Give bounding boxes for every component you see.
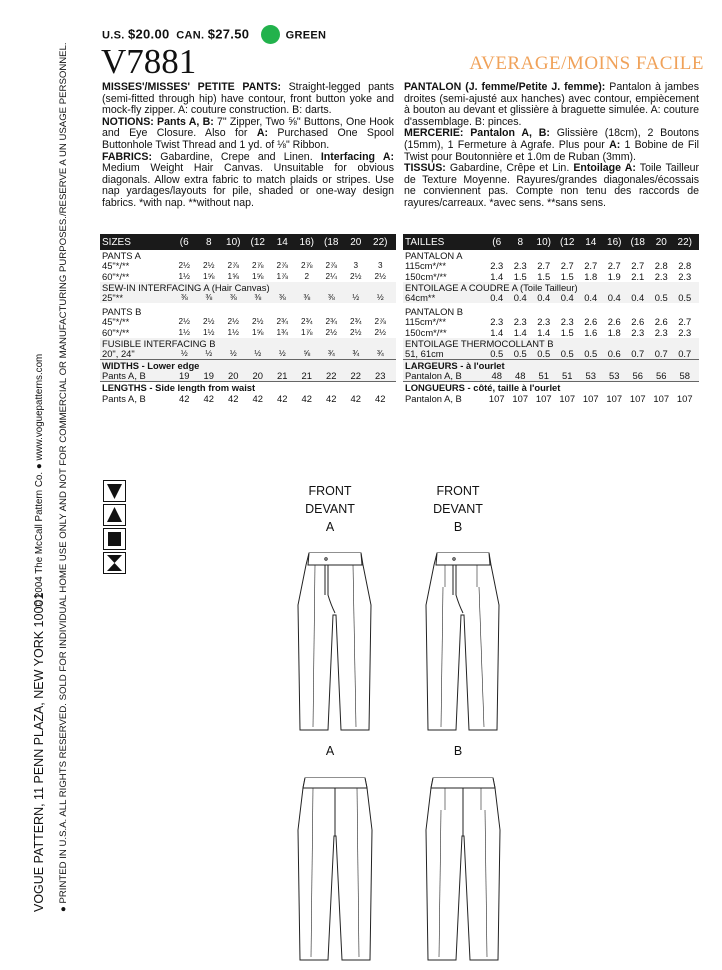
notions-view-a: A:	[256, 127, 268, 140]
table-cell: 2⅞	[301, 261, 313, 271]
table-cell: 1.5	[537, 270, 551, 282]
caption-front: FRONT	[436, 484, 480, 498]
table-cell: 2.3	[560, 316, 574, 328]
hourglass-icon	[103, 552, 126, 574]
desc-heading-fr: PANTALON (J. femme/Petite J. femme):	[404, 81, 606, 93]
table-cell: ⅜	[327, 293, 335, 303]
table-section	[403, 306, 699, 338]
table-row	[403, 271, 699, 282]
table-section	[403, 338, 699, 359]
table-cell: ½	[376, 293, 384, 303]
notions-heading: NOTIONS: Pants A, B:	[102, 115, 214, 128]
table-cell: 107	[559, 392, 576, 404]
size-cells	[172, 237, 393, 248]
row-cells	[172, 293, 393, 302]
table-section	[403, 282, 699, 303]
table-cell: 2.3	[631, 326, 645, 338]
table-cell: 2.3	[654, 270, 668, 282]
pants-front-b-illustration	[423, 545, 503, 735]
table-cell: 2.3	[513, 260, 527, 272]
table-cell: 21	[277, 370, 288, 382]
table-row	[100, 317, 396, 328]
row-label: 60"*/**	[102, 326, 130, 338]
table-cell: 56	[632, 370, 643, 382]
table-cell: 0.5	[537, 348, 551, 360]
table-row	[100, 292, 396, 303]
table-cell: 2½	[227, 317, 239, 327]
row-label: Pantalon A, B	[405, 370, 462, 382]
table-cell: ⅜	[278, 293, 286, 303]
yardage-table-english	[100, 234, 396, 403]
table-row	[100, 371, 396, 382]
table-cell: 51	[562, 370, 573, 382]
table-cell: 2.8	[654, 260, 668, 272]
table-section	[100, 338, 396, 359]
desc-text: Straight-legged pants (semi-fitted through hip) have contour, front button yoke and mock-fly zipper. A: couture construction. B: darts.	[102, 81, 394, 117]
table-cell: 42	[375, 392, 386, 404]
row-cells	[172, 261, 393, 270]
can-label: CAN.	[176, 29, 205, 42]
section-title: PANTS A	[102, 249, 141, 261]
fabrics-text-fr: Gabardine, Crêpe et Lin.	[445, 162, 574, 175]
color-name: GREEN	[285, 29, 327, 42]
table-row	[100, 261, 396, 272]
interfacing-heading: Interfacing A:	[320, 150, 394, 163]
fabrics-heading-fr: TISSUS:	[404, 162, 446, 175]
table-row	[403, 261, 699, 272]
table-cell: 107	[606, 392, 623, 404]
table-cell: 0.4	[537, 292, 551, 304]
row-cells	[172, 370, 393, 381]
table-cell: 0.5	[584, 348, 598, 360]
table-cell: 3	[353, 261, 359, 271]
size-label: 22)	[373, 236, 388, 248]
table-cell: 1.8	[607, 326, 621, 338]
table-cell: 0.4	[490, 292, 504, 304]
can-price: $27.50	[207, 26, 250, 42]
row-cells	[172, 272, 393, 281]
table-cell: 42	[326, 392, 337, 404]
size-label: 20	[350, 236, 362, 248]
table-cell: 1½	[227, 327, 239, 337]
table-cell: 42	[277, 392, 288, 404]
table-cell: 19	[179, 370, 190, 382]
us-price: $20.00	[127, 26, 170, 42]
table-cell: 0.7	[654, 348, 668, 360]
size-label: 8	[205, 236, 212, 248]
row-label: 25"**	[102, 292, 124, 304]
table-cell: ½	[254, 349, 262, 359]
table-cell: 107	[488, 392, 505, 404]
notions-text: 7" Zipper, Two ⅝" Buttons, One Hook and Eye Closure. Also for	[102, 115, 394, 140]
table-row	[100, 393, 396, 404]
color-dot	[261, 25, 280, 44]
table-cell: 2.8	[678, 260, 692, 272]
pants-back-b-illustration	[423, 770, 503, 965]
publisher-address: VOGUE PATTERN, 11 PENN PLAZA, NEW YORK 10001	[32, 592, 46, 912]
yardage-table-french	[403, 234, 699, 403]
notions-text-fr: Glissière (18cm), 2 Boutons (15mm), 1 Fermeture à Agrafe. Plus pour	[404, 127, 700, 151]
row-label: Pantalon A, B	[405, 392, 462, 404]
table-cell: 2.6	[654, 316, 668, 328]
table-row	[403, 317, 699, 328]
table-cell: 56	[656, 370, 667, 382]
size-cells	[485, 237, 697, 248]
table-header-row	[100, 234, 396, 250]
caption-devant: DEVANT	[433, 502, 483, 516]
table-cell: 0.6	[607, 348, 621, 360]
table-cell: 0.7	[678, 348, 692, 360]
legend-icons	[103, 480, 126, 576]
row-cells	[485, 393, 697, 404]
row-cells	[485, 316, 697, 327]
table-cell: 0.7	[631, 348, 645, 360]
size-label: 20	[655, 236, 667, 248]
notions-text-a: Purchased One Spool Buttonhole Twist Thread and 1 yd. of ⅛" Ribbon.	[102, 127, 394, 151]
table-cell: ½	[352, 293, 360, 303]
table-cell: 1.8	[584, 270, 598, 282]
table-cell: 2½	[178, 261, 190, 271]
caption-front-a	[285, 482, 375, 536]
table-cell: 0.5	[490, 348, 504, 360]
table-cell: 42	[203, 392, 214, 404]
table-cell: 1.4	[490, 270, 504, 282]
section-title: FUSIBLE INTERFACING B	[102, 337, 216, 349]
table-cell: 1⅞	[301, 327, 313, 337]
triangle-up-icon	[103, 504, 126, 526]
pattern-number: V7881	[101, 42, 197, 81]
row-label: Pants A, B	[102, 392, 146, 404]
table-cell: ½	[205, 349, 213, 359]
table-cell: 107	[535, 392, 552, 404]
row-label: 150cm*/**	[405, 270, 447, 282]
table-cell: 2⅞	[374, 317, 386, 327]
table-cell: 107	[653, 392, 670, 404]
table-cell: 2¾	[325, 317, 337, 327]
section-title: ENTOILAGE THERMOCOLLANT B	[405, 337, 554, 349]
size-label: (12	[250, 236, 265, 248]
size-label: 16)	[607, 236, 622, 248]
row-label: 64cm**	[405, 292, 436, 304]
row-label: 60"*/**	[102, 270, 130, 282]
table-cell: 1.4	[513, 326, 527, 338]
table-cell: ½	[278, 349, 286, 359]
table-cell: ¾	[352, 349, 360, 359]
desc-text-fr: Pantalon à jambes droites (semi-ajusté aux hanches) avec contour, empiècement à bouton au devant et glissière à braguette simulée. A: couture d'assemblage. B: pinces.	[404, 81, 699, 128]
table-cell: 2¾	[350, 317, 362, 327]
table-cell: ½	[229, 349, 237, 359]
table-cell: 20	[252, 370, 263, 382]
sizes-header: SIZES	[102, 236, 131, 248]
size-label: 14	[585, 236, 597, 248]
table-cell: ½	[180, 349, 188, 359]
table-cell: ⅜	[303, 293, 311, 303]
table-cell: 1.5	[560, 270, 574, 282]
table-cell: 2.7	[537, 260, 551, 272]
table-cell: 2⅞	[276, 261, 288, 271]
table-cell: 1½	[178, 271, 190, 281]
table-cell: ¾	[376, 349, 384, 359]
table-cell: 1.4	[537, 326, 551, 338]
table-cell: 2.3	[654, 326, 668, 338]
table-cell: 2.3	[678, 326, 692, 338]
section-title: PANTALON B	[405, 305, 463, 317]
table-cell: 0.4	[560, 292, 574, 304]
table-cell: 48	[515, 370, 526, 382]
table-cell: 2½	[203, 261, 215, 271]
size-label: 16)	[299, 236, 314, 248]
table-cell: 0.5	[560, 348, 574, 360]
table-cell: 42	[179, 392, 190, 404]
square-icon	[103, 528, 126, 550]
row-cells	[485, 370, 697, 381]
notions-view-a-fr: A:	[609, 138, 621, 151]
table-cell: 2.1	[631, 270, 645, 282]
row-label: Pants A, B	[102, 370, 146, 382]
row-label: 150cm*/**	[405, 326, 447, 338]
table-cell: 42	[228, 392, 239, 404]
caption-back-a: A	[325, 744, 335, 758]
measure-section	[403, 359, 699, 381]
table-cell: 2½	[203, 317, 215, 327]
table-cell: 1⅝	[227, 271, 239, 281]
caption-front-b	[413, 482, 503, 536]
table-row	[100, 271, 396, 282]
sizes-header: TAILLES	[405, 236, 445, 248]
table-cell: 0.5	[654, 292, 668, 304]
size-label: 8	[517, 236, 524, 248]
table-cell: 0.4	[584, 292, 598, 304]
size-label: (18	[324, 236, 339, 248]
table-row	[403, 348, 699, 359]
table-cell: 1½	[203, 327, 215, 337]
measure-title: LONGUEURS - côté, taille à l'ourlet	[405, 381, 561, 393]
table-cell: 23	[375, 370, 386, 382]
row-label: 115cm*/**	[405, 316, 446, 328]
row-label: 51, 61cm	[405, 348, 444, 360]
table-cell: 2¾	[301, 317, 313, 327]
table-cell: 1⅝	[252, 327, 264, 337]
caption-back-b: B	[453, 744, 463, 758]
table-cell: 2.6	[584, 316, 598, 328]
table-cell: 1.6	[584, 326, 598, 338]
table-cell: 53	[585, 370, 596, 382]
table-cell: 0.5	[678, 292, 692, 304]
row-label: 45"*/**	[102, 260, 130, 272]
table-cell: 2.3	[490, 260, 504, 272]
triangle-down-icon	[103, 480, 126, 502]
table-cell: 2.7	[584, 260, 598, 272]
row-cells	[172, 328, 393, 337]
section-title: ENTOILAGE A COUDRE A (Toile Tailleur)	[405, 281, 578, 293]
caption-view: A	[325, 520, 335, 534]
fabrics-notes: Medium Weight Hair Canvas. Unsuitable for obvious diagonals. Allow extra fabric to match plaids or stripes. Use nap yardages/layouts for pile, shaded or one-way design fabrics. *with nap. **without nap.	[102, 162, 394, 209]
measure-title: LENGTHS - Side length from waist	[102, 381, 256, 393]
row-cells	[172, 349, 393, 358]
table-cell: 2.3	[490, 316, 504, 328]
table-cell: 58	[679, 370, 690, 382]
table-cell: 107	[629, 392, 646, 404]
notions-heading-fr: MERCERIE: Pantalon A, B:	[404, 127, 550, 140]
table-cell: 22	[350, 370, 361, 382]
row-cells	[485, 271, 697, 282]
size-label: (6	[492, 236, 502, 248]
table-cell: 2½	[178, 317, 190, 327]
table-header-row	[403, 234, 699, 250]
table-cell: 2⅞	[227, 261, 239, 271]
table-cell: 2½	[252, 317, 264, 327]
table-cell: 2½	[350, 271, 362, 281]
notions-text-a-fr: 1 Bobine de Fil Twist pour Boutonnière et 1.0m de Ruban (3mm).	[404, 138, 699, 163]
table-cell: 0.4	[607, 292, 621, 304]
section-title: PANTS B	[102, 305, 142, 317]
row-cells	[485, 348, 697, 359]
size-label: 10)	[226, 236, 241, 248]
table-cell: ⅜	[180, 293, 188, 303]
table-cell: 42	[301, 392, 312, 404]
table-cell: 107	[512, 392, 529, 404]
table-cell: 1.5	[513, 270, 527, 282]
table-cell: 107	[676, 392, 693, 404]
copyright-line: © 2004 The McCall Pattern Co. ● www.voguepatterns.com	[34, 353, 45, 608]
table-cell: 2⅞	[325, 261, 337, 271]
row-cells	[485, 327, 697, 338]
section-title: PANTALON A	[405, 249, 463, 261]
table-cell: 1¾	[276, 327, 288, 337]
row-label: 115cm*/**	[405, 260, 446, 272]
row-label: 20", 24"	[102, 348, 135, 360]
table-row	[403, 371, 699, 382]
table-row	[100, 348, 396, 359]
description-french	[404, 82, 699, 210]
size-label: 22)	[677, 236, 692, 248]
table-cell: 0.4	[513, 292, 527, 304]
table-cell: 0.5	[513, 348, 527, 360]
table-cell: 3	[377, 261, 383, 271]
table-cell: 1⅝	[203, 271, 215, 281]
table-row	[100, 327, 396, 338]
table-cell: 1.4	[490, 326, 504, 338]
table-cell: 2.3	[537, 316, 551, 328]
table-cell: 2.7	[560, 260, 574, 272]
difficulty-label: AVERAGE/MOINS FACILE	[469, 53, 704, 74]
fabrics-notes-fr: Toile Tailleur de Texture Moyenne. Rayures/grandes diagonales/écossais ne conviennent pas. Compte non tenu des raccords de rayures/carreaux. *avec sens. **sans sens.	[404, 162, 699, 209]
size-label: (6	[179, 236, 189, 248]
table-cell: 1.9	[607, 270, 621, 282]
table-cell: 20	[228, 370, 239, 382]
size-label: (18	[630, 236, 645, 248]
table-cell: 2.7	[678, 316, 692, 328]
table-section	[100, 306, 396, 338]
table-cell: 53	[609, 370, 620, 382]
table-cell: ⅜	[229, 293, 237, 303]
table-cell: 2¾	[276, 317, 288, 327]
interfacing-heading-fr: Entoilage A:	[573, 162, 636, 175]
table-cell: 21	[301, 370, 312, 382]
row-cells	[485, 292, 697, 303]
table-cell: 22	[326, 370, 337, 382]
pants-back-a-illustration	[295, 770, 375, 965]
measure-title: LARGEURS - à l'ourlet	[405, 359, 505, 371]
table-cell: 0.4	[631, 292, 645, 304]
size-label: 14	[276, 236, 288, 248]
table-cell: 2.3	[513, 316, 527, 328]
caption-front: FRONT	[308, 484, 352, 498]
fabrics-heading: FABRICS:	[102, 150, 153, 163]
usage-notice: ● PRINTED IN U.S.A. ALL RIGHTS RESERVED. SOLD FOR INDIVIDUAL HOME USE ONLY AND NOT FOR COMMERCIAL OR MANUFACTURING PURPOSES./RESERVE A UN USAGE PERSONNEL.	[58, 42, 69, 912]
table-cell: 2½	[374, 327, 386, 337]
table-cell: 19	[203, 370, 214, 382]
pants-front-a-illustration	[295, 545, 375, 735]
table-cell: ⅝	[303, 349, 311, 359]
table-section	[100, 250, 396, 282]
table-cell: 107	[582, 392, 599, 404]
table-cell: 42	[350, 392, 361, 404]
size-label: (12	[560, 236, 575, 248]
size-label: 10)	[536, 236, 551, 248]
table-row	[403, 393, 699, 404]
table-cell: 2¼	[325, 271, 337, 281]
row-label: 45"*/**	[102, 316, 130, 328]
table-cell: ⅜	[205, 293, 213, 303]
row-cells	[485, 260, 697, 271]
table-cell: 2½	[350, 327, 362, 337]
table-cell: 2½	[374, 271, 386, 281]
us-label: U.S.	[102, 29, 125, 42]
measure-section	[100, 381, 396, 403]
row-cells	[172, 393, 393, 404]
table-section	[403, 250, 699, 282]
table-cell: ⅜	[254, 293, 262, 303]
row-cells	[172, 317, 393, 326]
table-cell: 1⅝	[252, 271, 264, 281]
table-cell: ¾	[327, 349, 335, 359]
table-cell: 2.3	[678, 270, 692, 282]
table-cell: 2.6	[631, 316, 645, 328]
table-cell: 2.6	[607, 316, 621, 328]
measure-section	[100, 359, 396, 381]
table-cell: 1⅞	[276, 271, 288, 281]
table-cell: 1.5	[560, 326, 574, 338]
table-cell: 2	[304, 271, 310, 281]
table-row	[403, 292, 699, 303]
section-title: SEW-IN INTERFACING A (Hair Canvas)	[102, 281, 270, 293]
table-cell: 1½	[178, 327, 190, 337]
fabrics-text: Gabardine, Crepe and Linen.	[152, 150, 321, 163]
table-cell: 2⅞	[252, 261, 264, 271]
measure-title: WIDTHS - Lower edge	[102, 359, 200, 371]
table-section	[100, 282, 396, 303]
caption-devant: DEVANT	[305, 502, 355, 516]
table-row	[403, 327, 699, 338]
description-english	[102, 82, 394, 210]
table-cell: 2.7	[607, 260, 621, 272]
desc-heading: MISSES'/MISSES' PETITE PANTS:	[102, 81, 281, 93]
caption-view: B	[453, 520, 463, 534]
table-cell: 48	[491, 370, 502, 382]
table-cell: 42	[252, 392, 263, 404]
measure-section	[403, 381, 699, 403]
table-cell: 2.7	[631, 260, 645, 272]
table-cell: 2½	[325, 327, 337, 337]
table-cell: 51	[538, 370, 549, 382]
